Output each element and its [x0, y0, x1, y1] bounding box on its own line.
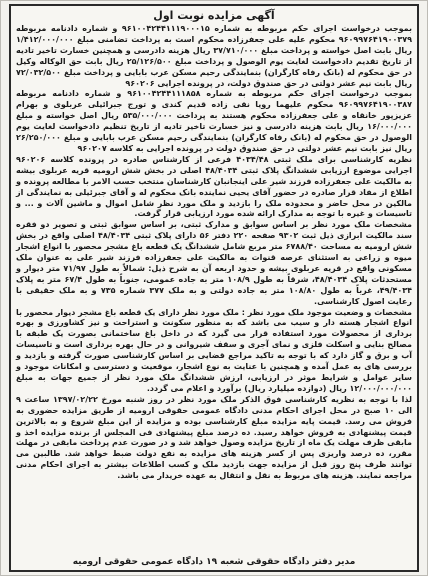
- auction-notice: [9, 4, 419, 572]
- notice-paragraph-1: بموجب درخواست اجرای حکم مربوطه به شماره ۹۶۱۰۰۴۲۴۴۱۱۱۹۰۰۰۱۵ و شماره دادنامه مربوطه ۹۶۰۹۹۷۶۴۱۹۰۰۳۷۹ محکوم علیه علی جعفرزاده محکوم است به پرداخت تضامنی مبلغ ۱/۴۱۲/۰۰۰/۰۰۰ ریال بابت اصل خواسته و پرداخت مبلغ ۳۷/۷۱۰/۰۰۰ ریال هزینه دادرسی و همچنین خسارت تاخیر تادیه از تاریخ تقدیم دادخواست لغایت یوم الوصول و پرداخت مبلغ ۲۵/۱۲۶/۵۰۰ ریال بابت حق الوکاله وکیل در حق محکوم له (بانک رفاه کارگران) بنمایندگی رحیم مسکن عرب بابایی و پرداخت مبلغ ۷۲/۰۳۲/۵۰۰ ریال بابت نیم عشر دولتی در حق صندوق دولت، در پرونده اجرایی ۹۶۰۲۰۶: [16, 24, 413, 88]
- notice-paragraph-3: نظریه کارشناسی برای ملک ثبتی ۴۰۳۴/۴۸ فرعی از کارشناس صادره در پرونده کلاسه ۹۶۰۲۰۶ اجرایی موضوع ارزیابی ششدانگ پلاک ثبتی ۴۸/۴۰۳۴ اصلی در بخش شش ارومیه قریه عربلوی بیشه به مالکیت علی جعفرزاده فرزند شیر علی اینجانبان کارشناسان منتخب حسب الامر با مطالعه پرونده و اطلاع از مفاد قرار صادره در حضور آقای یحیی نماینده بانک محکوم له و آقای جبرئیلی به نمایندگی از مالکین در محل حاضر و محدوده ملک را بازدید و ملک مورد نظر شامل اموال و ماشین آلات و ... و تاسیسات و غیره با توجه به مدارک ارائه شده مورد ارزیابی قرار گرفت.: [16, 154, 412, 219]
- notice-title: آگهی مزایده نوبت اول: [153, 9, 275, 22]
- notice-paragraph-6: لذا با توجه به نظریه کارشناسی فوق الذکر ملک مورد نظر در روز شنبه مورخ ۱۳۹۷/۰۲/۲۲ ساعت ۹ الی ۱۰ صبح در محل اجرای احکام مدنی دادگاه عمومی حقوقی ارومیه از طریق مزایده حضوری به فروش می رسد. قیمت پایه مزایده مبلغ کارشناسی بوده و مزایده از این مبلغ شروع و به بالاترین قیمت پیشنهادی به فروش خواهد رسید. ده درصد مبلغ پیشنهادی فی المجلس از برنده مزایده اخذ و مابقی ظرف مهلت یک ماه از تاریخ مزایده وصول خواهد شد و در صورت عدم پرداخت مابقی در مهلت مقرر، ده درصد واریزی پس از کسر هزینه های مزایده به نفع دولت ضبط خواهد شد. طالبین می توانند ظرف پنج روز قبل از مزایده جهت بازدید ملک و کسب اطلاعات بیشتر به اجرای احکام مدنی مراجعه نمایند. هزینه های مربوط به نقل و انتقال به عهده خریدار می باشد.: [16, 394, 412, 481]
- notice-signature: مدیر دفتر دادگاه حقوقی شعبه ۱۹ دادگاه عمومی حقوقی ارومیه: [72, 557, 356, 567]
- notice-paragraph-2: بموجب درخواست اجرای حکم مربوطه به شماره ۹۶۱۰۰۴۲۴۴۱۱۱۸۵۸ و شماره دادنامه مربوطه ۹۶۰۹۹۷۶۴۱۹۰۰۳۸۷ محکوم علیهما رویا نقی زاده قدیم کندی و تورج جبرائیلی عربلوی و بهرام عزیزپور خانقاه و علی جعفرزاده محکوم هستند به پرداخت ۵۳۵/۰۰۰/۰۰۰ ریال اصل خواسته و مبلغ ۱۶/۰۰۰/۰۰۰ ریال بابت هزینه دادرسی و نیز خسارت تاخیر تادیه از تاریخ تنظیم دادخواست لغایت یوم الوصول در حق محکوم له (بانک رفاه کارگران) بنمایندگی رحیم مسکن عرب بابایی و مبلغ ۲۶/۲۵۰/۰۰۰ ریال نیز بابت نیم عشر دولتی در حق صندوق دولت در پرونده اجرایی به کلاسه ۹۶۰۲۰۷: [16, 89, 413, 153]
- notice-paragraph-5: مشخصات و وضعیت موجود ملک مورد نظر : ملک مورد نظر دارای یک قطعه باغ مشجر دیوار محصور با انواع اشجار هسته دار و سیب می باشد که به منظور سکونت و استراحت و نیز کشاورزی و بهره برداری از محصولات مورد استفاده قرار می گیرد که در داخل باغ ساختمانی بصورت یک طبقه با مصالح بنایی و اسکلت فلزی و نمای آجری و سقف شیروانی و در حال بهره برداری است و تاسیسات آب و برق و گاز دارد که با توجه به تاکید مراجع قضایی بر اساس کارشناسی صورت گرفته و بازدید و بررسی های به عمل آمده و همچنین با عنایت به نوع اشجار، موقعیت و دسترسی و امکانات موجود و سایر عوامل و شرایط موثر در ارزیابی، ارزش ششدانگ ملک مورد نظر از جمیع جهات به مبلغ ۱۲/۰۰۰/۰۰۰/۰۰۰ ریال (دوازده میلیارد ریال) برآورد و اعلام می گردد.: [16, 307, 412, 393]
- notice-paragraph-4: مشخصات ملک مورد نظر بر اساس سوابق و مدارک ثبتی، بر اساس سوابق ثبتی و تصویر دو فقره سند مالکیت ابرازی ذیل ثبت ۹۳۰۲ صفحه ۲۲۰ دفتر ۵۶ دارای پلاک ثبتی ۴۸/۴۰۳۴ اصلی واقع در بخش شش ارومیه به مساحت ۶۷۸۸/۴۰ متر مربع شامل ششدانگ یک قطعه باغ مشجر محصور با انواع اشجار میوه و زراعی به استثنای عرصه قنوات به مالکیت علی جعفرزاده فرزند شیر علی به عنوان ملک مسکونی واقع در قریه عربلوی بیشه و حدود اربعه آن به شرح ذیل: شمالاً به طول ۷۱/۹۷ متر دیوار و مستحدثات پلاک ۴۸/۴۰۳۴، شرقاً به طول ۱۰۸/۹ متر به جاده عمومی، جنوباً به طول ۶۷/۴ متر به پلاک ۴۹/۴۰۳۴، غرباً به طول ۱۰۸/۸۰ متر به جاده دولتی و به ملک ۳۷۷ شماره ۷۳۵ و به ملک حقیقی با رعایت اصول کارشناسی.: [16, 220, 413, 306]
